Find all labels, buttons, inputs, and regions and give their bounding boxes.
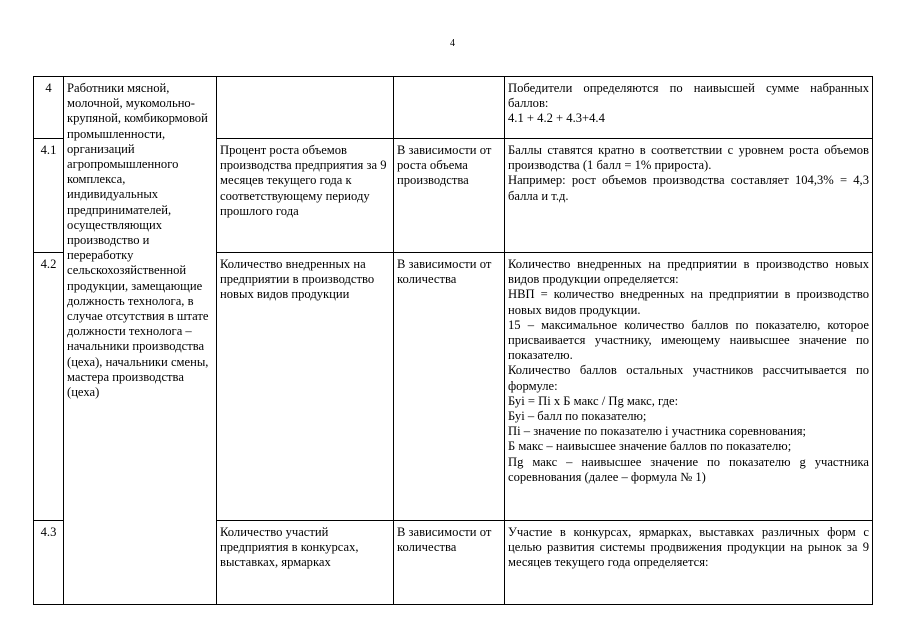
description-text: Баллы ставятся кратно в соответствии с уровнем роста объемов производства (1 балл = 1% прироста). bbox=[508, 143, 869, 173]
description-text: 15 – максимальное количество баллов по показателю, которое присваивается участнику, имеющему наивысшее значение по показателю. bbox=[508, 317, 869, 363]
row-number: 4 bbox=[34, 77, 64, 139]
method-cell: В зависимости от роста объема производства bbox=[394, 139, 505, 253]
description-text: Участие в конкурсах, ярмарках, выставках различных форм с целью развития системы продвижения продукции на рынок за 9 месяцев текущего года определяется: bbox=[508, 525, 869, 570]
row-number: 4.3 bbox=[34, 521, 64, 605]
description-formula: Буi = Пi х Б макс / Пg макс, где: bbox=[508, 393, 679, 408]
method-cell: В зависимости от количества bbox=[394, 253, 505, 521]
description-cell bbox=[505, 521, 873, 605]
description-text: Пi – значение по показателю i участника соревнования; bbox=[508, 424, 807, 439]
description-text: Буi – балл по показателю; bbox=[508, 409, 647, 424]
description-text: Например: рост объемов производства составляет 104,3% = 4,3 балла и т.д. bbox=[508, 173, 869, 203]
page-number: 4 bbox=[450, 38, 455, 49]
table-row bbox=[34, 77, 873, 139]
description-text: Количество баллов остальных участников рассчитывается по формуле: bbox=[508, 363, 869, 393]
description-text: Б макс – наивысшее значение баллов по показателю; bbox=[508, 439, 792, 454]
participant-category: Работники мясной, молочной, мукомольно-крупяной, комбикормовой промышленности, организаций агропромышленного комплекса, индивидуальных предпринимателей, осуществляющих производство и переработку сельскохозяйственной продукции, замещающие должность технолога, в случае отсутствия в штате должности технолога – начальники производства (цеха), начальники смены, мастера производства (цеха) bbox=[64, 77, 217, 605]
indicator-cell: Количество участий предприятия в конкурсах, выставках, ярмарках bbox=[217, 521, 394, 605]
description-text: НВП = количество внедренных на предприятии в производство новых видов продукции. bbox=[508, 287, 869, 317]
method-cell bbox=[394, 77, 505, 139]
method-cell: В зависимости от количества bbox=[394, 521, 505, 605]
row-number: 4.1 bbox=[34, 139, 64, 253]
description-text: Победители определяются по наивысшей сумме набранных баллов: bbox=[508, 81, 869, 111]
description-text: Пg макс – наивысшее значение по показателю g участника соревнования (далее – формула № 1) bbox=[508, 454, 869, 484]
description-cell bbox=[505, 253, 873, 521]
indicator-cell: Процент роста объемов производства предприятия за 9 месяцев текущего года к соответствующему периоду прошлого года bbox=[217, 139, 394, 253]
description-cell bbox=[505, 77, 873, 139]
row-number: 4.2 bbox=[34, 253, 64, 521]
description-formula: 4.1 + 4.2 + 4.3+4.4 bbox=[508, 111, 605, 126]
indicator-cell: Количество внедренных на предприятии в производство новых видов продукции bbox=[217, 253, 394, 521]
description-text: Количество внедренных на предприятии в производство новых видов продукции определяется: bbox=[508, 257, 869, 287]
description-cell bbox=[505, 139, 873, 253]
criteria-table bbox=[33, 76, 873, 605]
indicator-cell bbox=[217, 77, 394, 139]
